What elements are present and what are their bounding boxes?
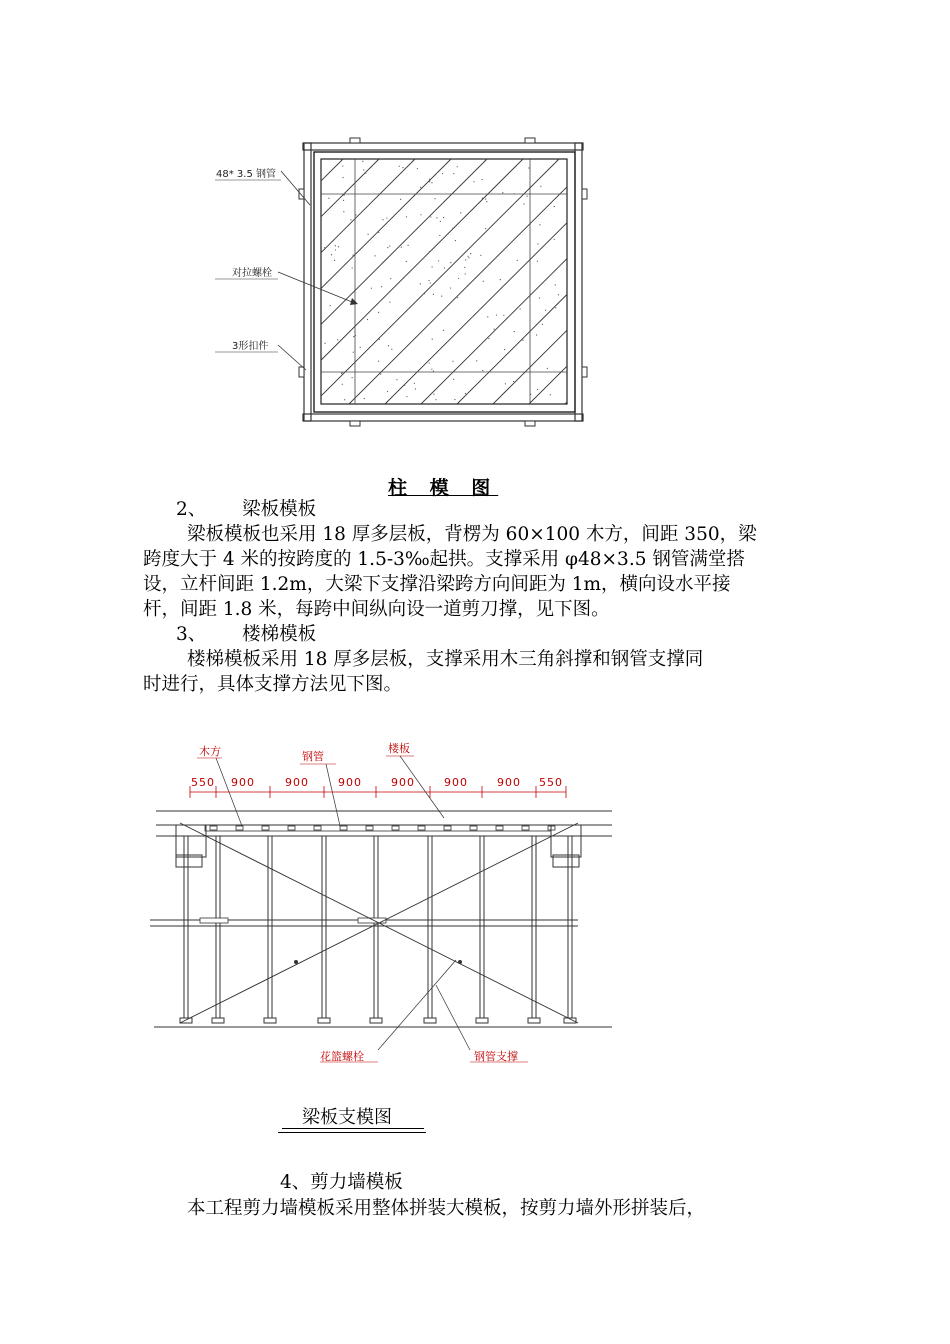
concrete-speck <box>387 391 388 392</box>
concrete-speck <box>352 267 353 268</box>
concrete-speck <box>554 239 555 240</box>
concrete-speck <box>417 168 418 169</box>
concrete-speck <box>455 240 456 241</box>
hatch-line <box>200 159 307 404</box>
section3-heading-text: 楼梯模板 <box>242 624 317 645</box>
concrete-speck <box>500 279 501 280</box>
concrete-speck <box>453 379 454 380</box>
dimension-label: 900 <box>338 776 362 789</box>
concrete-speck <box>388 345 389 346</box>
concrete-speck <box>431 369 432 370</box>
beam-slab-support-drawing <box>140 730 640 1080</box>
concrete-speck <box>537 389 538 390</box>
concrete-speck <box>343 211 344 212</box>
caption-underline-1 <box>282 1128 424 1129</box>
concrete-speck <box>450 262 451 263</box>
concrete-speck <box>454 399 455 400</box>
concrete-speck <box>353 352 354 353</box>
concrete-speck <box>485 228 486 229</box>
concrete-speck <box>476 360 477 361</box>
concrete-speck <box>482 198 483 199</box>
column-figure-caption: 柱 模 图 <box>388 477 499 499</box>
hatch-line <box>200 159 379 404</box>
section4-line-1: 本工程剪力墙模板采用整体拼装大模板，按剪力墙外形拼装后， <box>187 1198 706 1219</box>
concrete-speck <box>502 192 503 193</box>
hatch-line <box>385 159 600 404</box>
concrete-speck <box>542 324 543 325</box>
concrete-speck <box>550 394 551 395</box>
concrete-speck <box>457 166 458 167</box>
concrete-speck <box>431 266 432 267</box>
concrete-speck <box>514 331 515 332</box>
turnbuckle-label: 花篮螺栓 <box>320 1050 364 1063</box>
concrete-speck <box>328 198 329 199</box>
concrete-speck <box>444 267 445 268</box>
concrete-speck <box>504 349 505 350</box>
concrete-speck <box>401 247 402 248</box>
dimension-label: 550 <box>539 776 563 789</box>
section2-line-1: 梁板模板也采用 18 厚多层板，背楞为 60×100 木方，间距 350，梁 <box>187 524 757 545</box>
concrete-speck <box>429 251 430 252</box>
concrete-speck <box>467 256 468 257</box>
hatch-line <box>241 159 487 404</box>
beam-figure-caption: 梁板支模图 <box>302 1107 392 1128</box>
concrete-speck <box>465 393 466 394</box>
concrete-speck <box>424 293 425 294</box>
concrete-speck <box>513 381 514 382</box>
concrete-speck <box>468 257 469 258</box>
concrete-speck <box>555 284 556 285</box>
dimension-label: 900 <box>444 776 468 789</box>
section3-line-1: 楼梯模板采用 18 厚多层板，支撑采用木三角斜撑和钢管支撑同 <box>187 649 704 670</box>
section2-heading-num: 2、 <box>176 499 207 520</box>
timber-block <box>418 826 425 830</box>
concrete-speck <box>344 399 345 400</box>
concrete-speck <box>452 361 453 362</box>
section4-heading: 4、剪力墙模板 <box>280 1172 403 1193</box>
concrete-speck <box>324 247 325 248</box>
concrete-speck <box>378 312 379 313</box>
concrete-speck <box>408 245 409 246</box>
concrete-speck <box>434 198 435 199</box>
concrete-speck <box>496 314 497 315</box>
concrete-speck <box>378 232 379 233</box>
caption-underline-2 <box>278 1132 426 1133</box>
concrete-speck <box>540 186 541 187</box>
concrete-speck <box>460 212 461 213</box>
concrete-speck <box>488 338 489 339</box>
section2-heading <box>176 497 316 522</box>
concrete-speck <box>386 217 387 218</box>
hatch-line <box>421 159 600 404</box>
concrete-speck <box>367 234 368 235</box>
concrete-speck <box>399 166 400 167</box>
concrete-speck <box>402 167 403 168</box>
concrete-speck <box>537 243 538 244</box>
timber-block <box>366 826 373 830</box>
section2-heading-text: 梁板模板 <box>242 499 317 520</box>
concrete-speck <box>470 253 471 254</box>
post-base <box>370 1018 382 1023</box>
section3-line-2: 时进行，具体支撑方法见下图。 <box>143 674 403 695</box>
concrete-speck <box>380 373 381 374</box>
dimension-label: 550 <box>191 776 215 789</box>
concrete-speck <box>335 245 336 246</box>
concrete-speck <box>443 330 444 331</box>
concrete-speck <box>343 200 344 201</box>
pipe-support-label: 钢管支撑 <box>474 1050 518 1063</box>
concrete-speck <box>420 214 421 215</box>
concrete-speck <box>528 167 529 168</box>
concrete-speck <box>378 361 379 362</box>
hatch-line <box>313 159 559 404</box>
concrete-speck <box>483 281 484 282</box>
post-base <box>212 1018 224 1023</box>
concrete-speck <box>554 206 555 207</box>
concrete-speck <box>458 278 459 279</box>
section3-heading <box>176 622 316 647</box>
section2-line-2: 跨度大于 4 米的按跨度的 1.5-3‰起拱。支撑采用 φ48×3.5 钢管满堂搭 <box>143 549 745 570</box>
post-base <box>424 1018 436 1023</box>
concrete-speck <box>374 255 375 256</box>
concrete-speck <box>480 255 481 256</box>
timber-block <box>210 826 217 830</box>
concrete-speck <box>464 267 465 268</box>
concrete-speck <box>485 198 486 199</box>
post-base <box>318 1018 330 1023</box>
concrete-speck <box>482 370 483 371</box>
concrete-speck <box>406 396 407 397</box>
concrete-speck <box>367 319 368 320</box>
concrete-speck <box>420 187 421 188</box>
concrete-speck <box>539 224 540 225</box>
concrete-speck <box>465 273 466 274</box>
concrete-speck <box>429 362 430 363</box>
concrete-speck <box>343 195 344 196</box>
concrete-speck <box>363 169 364 170</box>
concrete-speck <box>431 182 432 183</box>
concrete-speck <box>414 383 415 384</box>
concrete-speck <box>389 301 390 302</box>
concrete-speck <box>436 217 437 218</box>
section2-line-4: 杆，间距 1.8 米，每跨中间纵向设一道剪刀撑，见下图。 <box>143 599 610 620</box>
concrete-speck <box>539 297 540 298</box>
concrete-speck <box>382 219 383 220</box>
section2-line-3: 设，立杆间距 1.2m，大梁下支撑沿梁跨方向间距为 1m，横向设水平接 <box>143 574 731 595</box>
dimension-label: 900 <box>497 776 521 789</box>
concrete-speck <box>453 173 454 174</box>
concrete-speck <box>334 260 335 261</box>
steel-pipe-label: 48* 3.5 钢管 <box>216 169 276 180</box>
concrete-speck <box>324 343 325 344</box>
concrete-speck <box>487 316 488 317</box>
concrete-speck <box>364 398 365 399</box>
concrete-speck <box>331 254 332 255</box>
concrete-speck <box>536 334 537 335</box>
concrete-speck <box>547 368 548 369</box>
concrete-speck <box>506 318 507 319</box>
concrete-speck <box>452 228 453 229</box>
concrete-speck <box>387 247 388 248</box>
concrete-speck <box>520 308 521 309</box>
concrete-speck <box>379 339 380 340</box>
concrete-speck <box>403 241 404 242</box>
concrete-speck <box>457 297 458 298</box>
concrete-speck <box>342 384 343 385</box>
clip-label: 3形扣件 <box>232 341 269 352</box>
concrete-speck <box>526 195 527 196</box>
concrete-speck <box>338 246 339 247</box>
concrete-speck <box>522 340 523 341</box>
concrete-speck <box>335 249 336 250</box>
concrete-speck <box>389 245 390 246</box>
section3-heading-num: 3、 <box>176 624 207 645</box>
timber-block <box>522 826 529 830</box>
concrete-speck <box>400 199 401 200</box>
slab-label: 楼板 <box>388 742 410 755</box>
timber-block <box>392 826 399 830</box>
concrete-speck <box>396 379 397 380</box>
concrete-speck <box>473 181 474 182</box>
concrete-speck <box>337 339 338 340</box>
concrete-speck <box>545 310 546 311</box>
concrete-speck <box>432 338 433 339</box>
concrete-speck <box>352 254 353 255</box>
concrete-speck <box>406 261 407 262</box>
dimension-label: 900 <box>231 776 255 789</box>
concrete-speck <box>371 288 372 289</box>
concrete-speck <box>440 221 441 222</box>
concrete-speck <box>360 347 361 348</box>
concrete-speck <box>420 283 421 284</box>
concrete-speck <box>503 315 504 316</box>
concrete-speck <box>342 177 343 178</box>
concrete-speck <box>450 287 451 288</box>
hatch-line <box>529 159 600 404</box>
concrete-speck <box>465 259 466 260</box>
concrete-speck <box>494 329 495 330</box>
concrete-speck <box>390 278 391 279</box>
concrete-speck <box>381 286 382 287</box>
concrete-speck <box>404 385 405 386</box>
concrete-speck <box>523 203 524 204</box>
concrete-speck <box>362 161 363 162</box>
post-base <box>528 1018 540 1023</box>
hatch-line <box>457 159 600 404</box>
concrete-speck <box>430 216 431 217</box>
hatch-line <box>349 159 595 404</box>
concrete-speck <box>435 399 436 400</box>
concrete-speck <box>433 393 434 394</box>
concrete-speck <box>330 305 331 306</box>
concrete-speck <box>429 181 430 182</box>
timber-block <box>496 826 503 830</box>
concrete-speck <box>555 307 556 308</box>
concrete-speck <box>429 179 430 180</box>
timber-block <box>262 826 269 830</box>
concrete-speck <box>428 280 429 281</box>
timber-block <box>340 826 347 830</box>
timber-block <box>444 826 451 830</box>
concrete-speck <box>505 383 506 384</box>
timber-block <box>288 826 295 830</box>
timber-block <box>314 826 321 830</box>
concrete-speck <box>441 296 442 297</box>
concrete-speck <box>391 349 392 350</box>
timber-block <box>236 826 243 830</box>
concrete-speck <box>482 179 483 180</box>
timber-label: 木方 <box>199 745 221 758</box>
dimension-label: 900 <box>285 776 309 789</box>
concrete-speck <box>342 165 343 166</box>
concrete-speck <box>430 282 431 283</box>
concrete-speck <box>433 294 434 295</box>
hatch-line <box>200 159 415 404</box>
timber-block <box>470 826 477 830</box>
pipe-label: 钢管 <box>302 750 324 763</box>
concrete-speck <box>537 261 538 262</box>
hatch-line <box>205 159 451 404</box>
concrete-speck <box>517 260 518 261</box>
concrete-speck <box>486 201 487 202</box>
dimension-label: 900 <box>391 776 415 789</box>
tie-bolt-label: 对拉螺栓 <box>232 268 272 279</box>
concrete-speck <box>355 214 356 215</box>
concrete-speck <box>352 377 353 378</box>
concrete-speck <box>438 260 439 261</box>
concrete-speck <box>365 172 366 173</box>
concrete-speck <box>442 173 443 174</box>
post-base <box>476 1018 488 1023</box>
post-base <box>264 1018 276 1023</box>
concrete-speck <box>443 217 444 218</box>
concrete-speck <box>350 219 351 220</box>
concrete-speck <box>341 373 342 374</box>
concrete-speck <box>353 336 354 337</box>
concrete-speck <box>439 235 440 236</box>
concrete-speck <box>406 216 407 217</box>
concrete-speck <box>415 388 416 389</box>
concrete-speck <box>558 294 559 295</box>
